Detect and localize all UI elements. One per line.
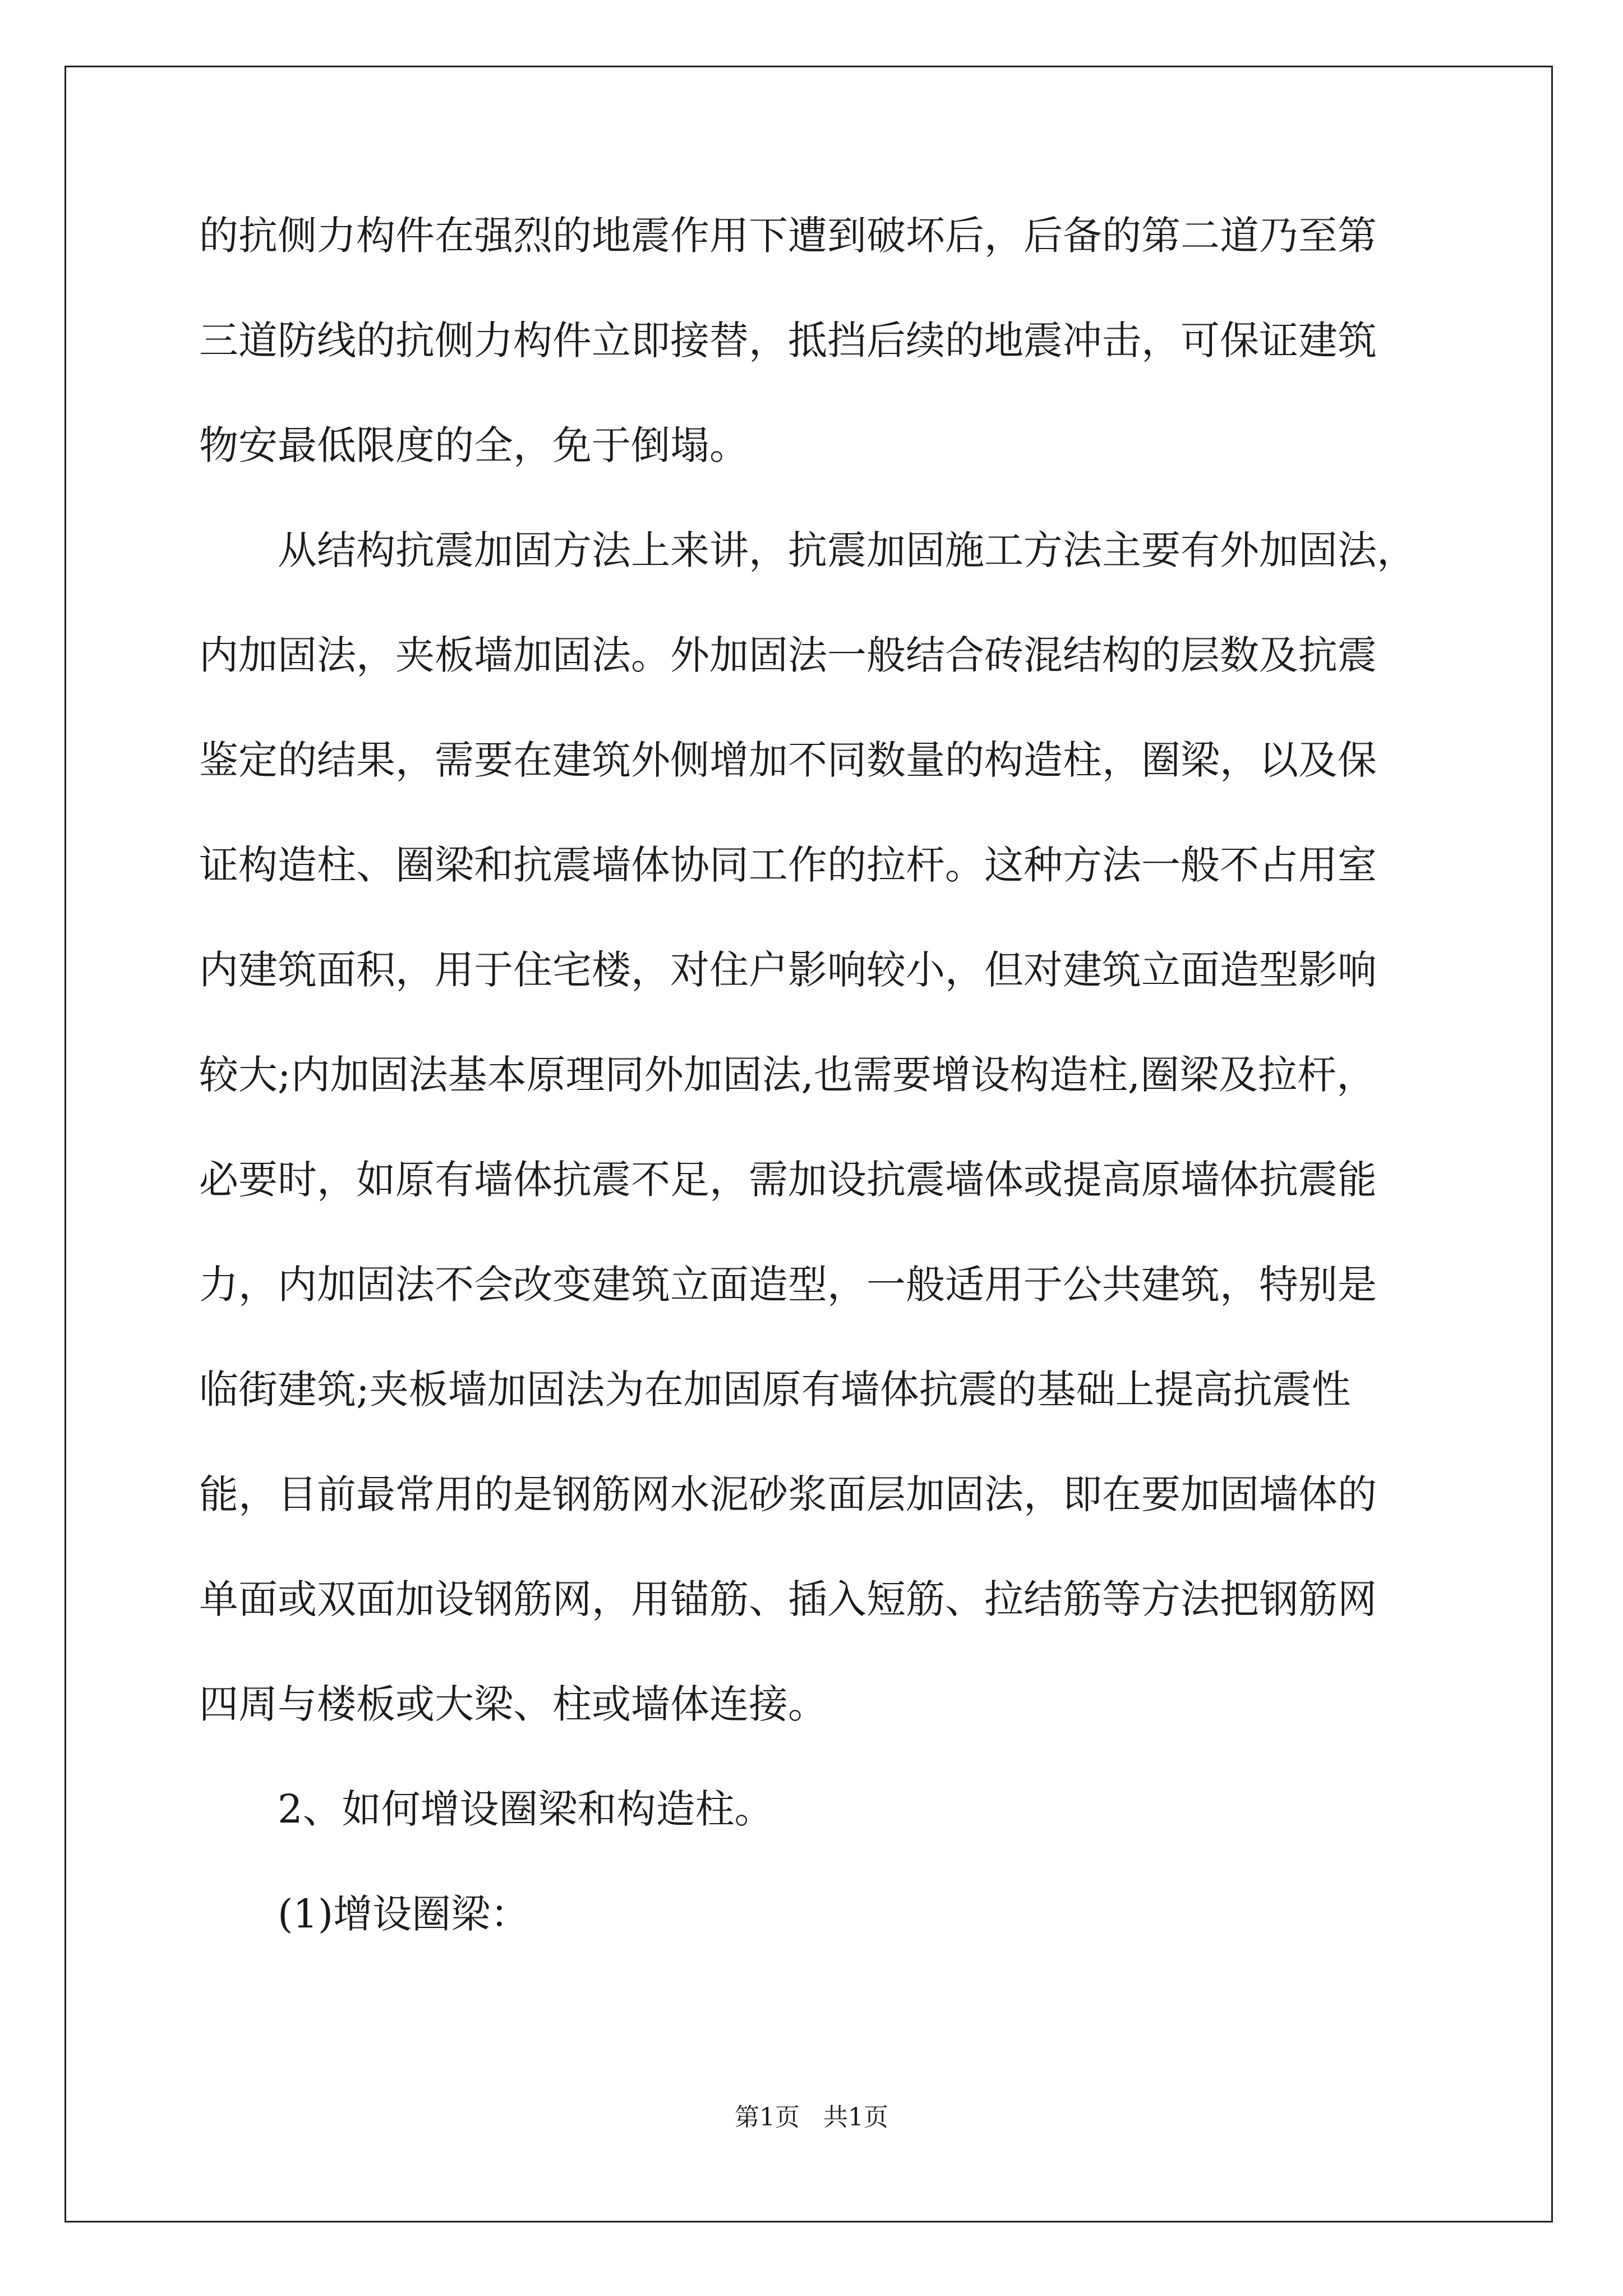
text-line: 物安最低限度的全，免于倒塌。 — [199, 422, 749, 468]
text-line: 必要时，如原有墙体抗震不足，需加设抗震墙体或提高原墙体抗震能 — [199, 1157, 1377, 1203]
text-line: 内加固法，夹板墙加固法。外加固法一般结合砖混结构的层数及抗震 — [199, 632, 1377, 678]
text-line: 力，内加固法不会改变建筑立面造型，一般适用于公共建筑，特别是 — [199, 1262, 1377, 1308]
paragraph-start-line: 从结构抗震加固方法上来讲，抗震加固施工方法主要有外加固法， — [278, 527, 1416, 573]
text-line: 单面或双面加设钢筋网，用锚筋、插入短筋、拉结筋等方法把钢筋网 — [199, 1576, 1377, 1622]
document-body — [199, 208, 1422, 1991]
text-line: 临街建筑;夹板墙加固法为在加固原有墙体抗震的基础上提高抗震性 — [199, 1366, 1351, 1412]
text-line: 的抗侧力构件在强烈的地震作用下遭到破坏后，后备的第二道乃至第 — [199, 213, 1377, 259]
text-line: 四周与楼板或大梁、柱或墙体连接。 — [199, 1681, 827, 1727]
text-line: 能，目前最常用的是钢筋网水泥砂浆面层加固法，即在要加固墙体的 — [199, 1471, 1377, 1517]
text-line: 三道防线的抗侧力构件立即接替，抵挡后续的地震冲击，可保证建筑 — [199, 318, 1377, 364]
text-line: 证构造柱、圈梁和抗震墙体协同工作的拉杆。这种方法一般不占用室 — [199, 842, 1377, 888]
page-number-footer: 第1页 共1页 — [735, 2103, 888, 2132]
section-heading: 2、如何增设圈梁和构造柱。 — [278, 1786, 774, 1832]
subsection-heading: (1)增设圈梁： — [278, 1891, 530, 1937]
text-line: 鉴定的结果，需要在建筑外侧增加不同数量的构造柱，圈梁，以及保 — [199, 737, 1377, 783]
text-line: 内建筑面积，用于住宅楼，对住户影响较小，但对建筑立面造型影响 — [199, 947, 1377, 993]
text-line: 较大;内加固法基本原理同外加固法,也需要增设构造柱,圈梁及拉杆， — [199, 1052, 1376, 1098]
